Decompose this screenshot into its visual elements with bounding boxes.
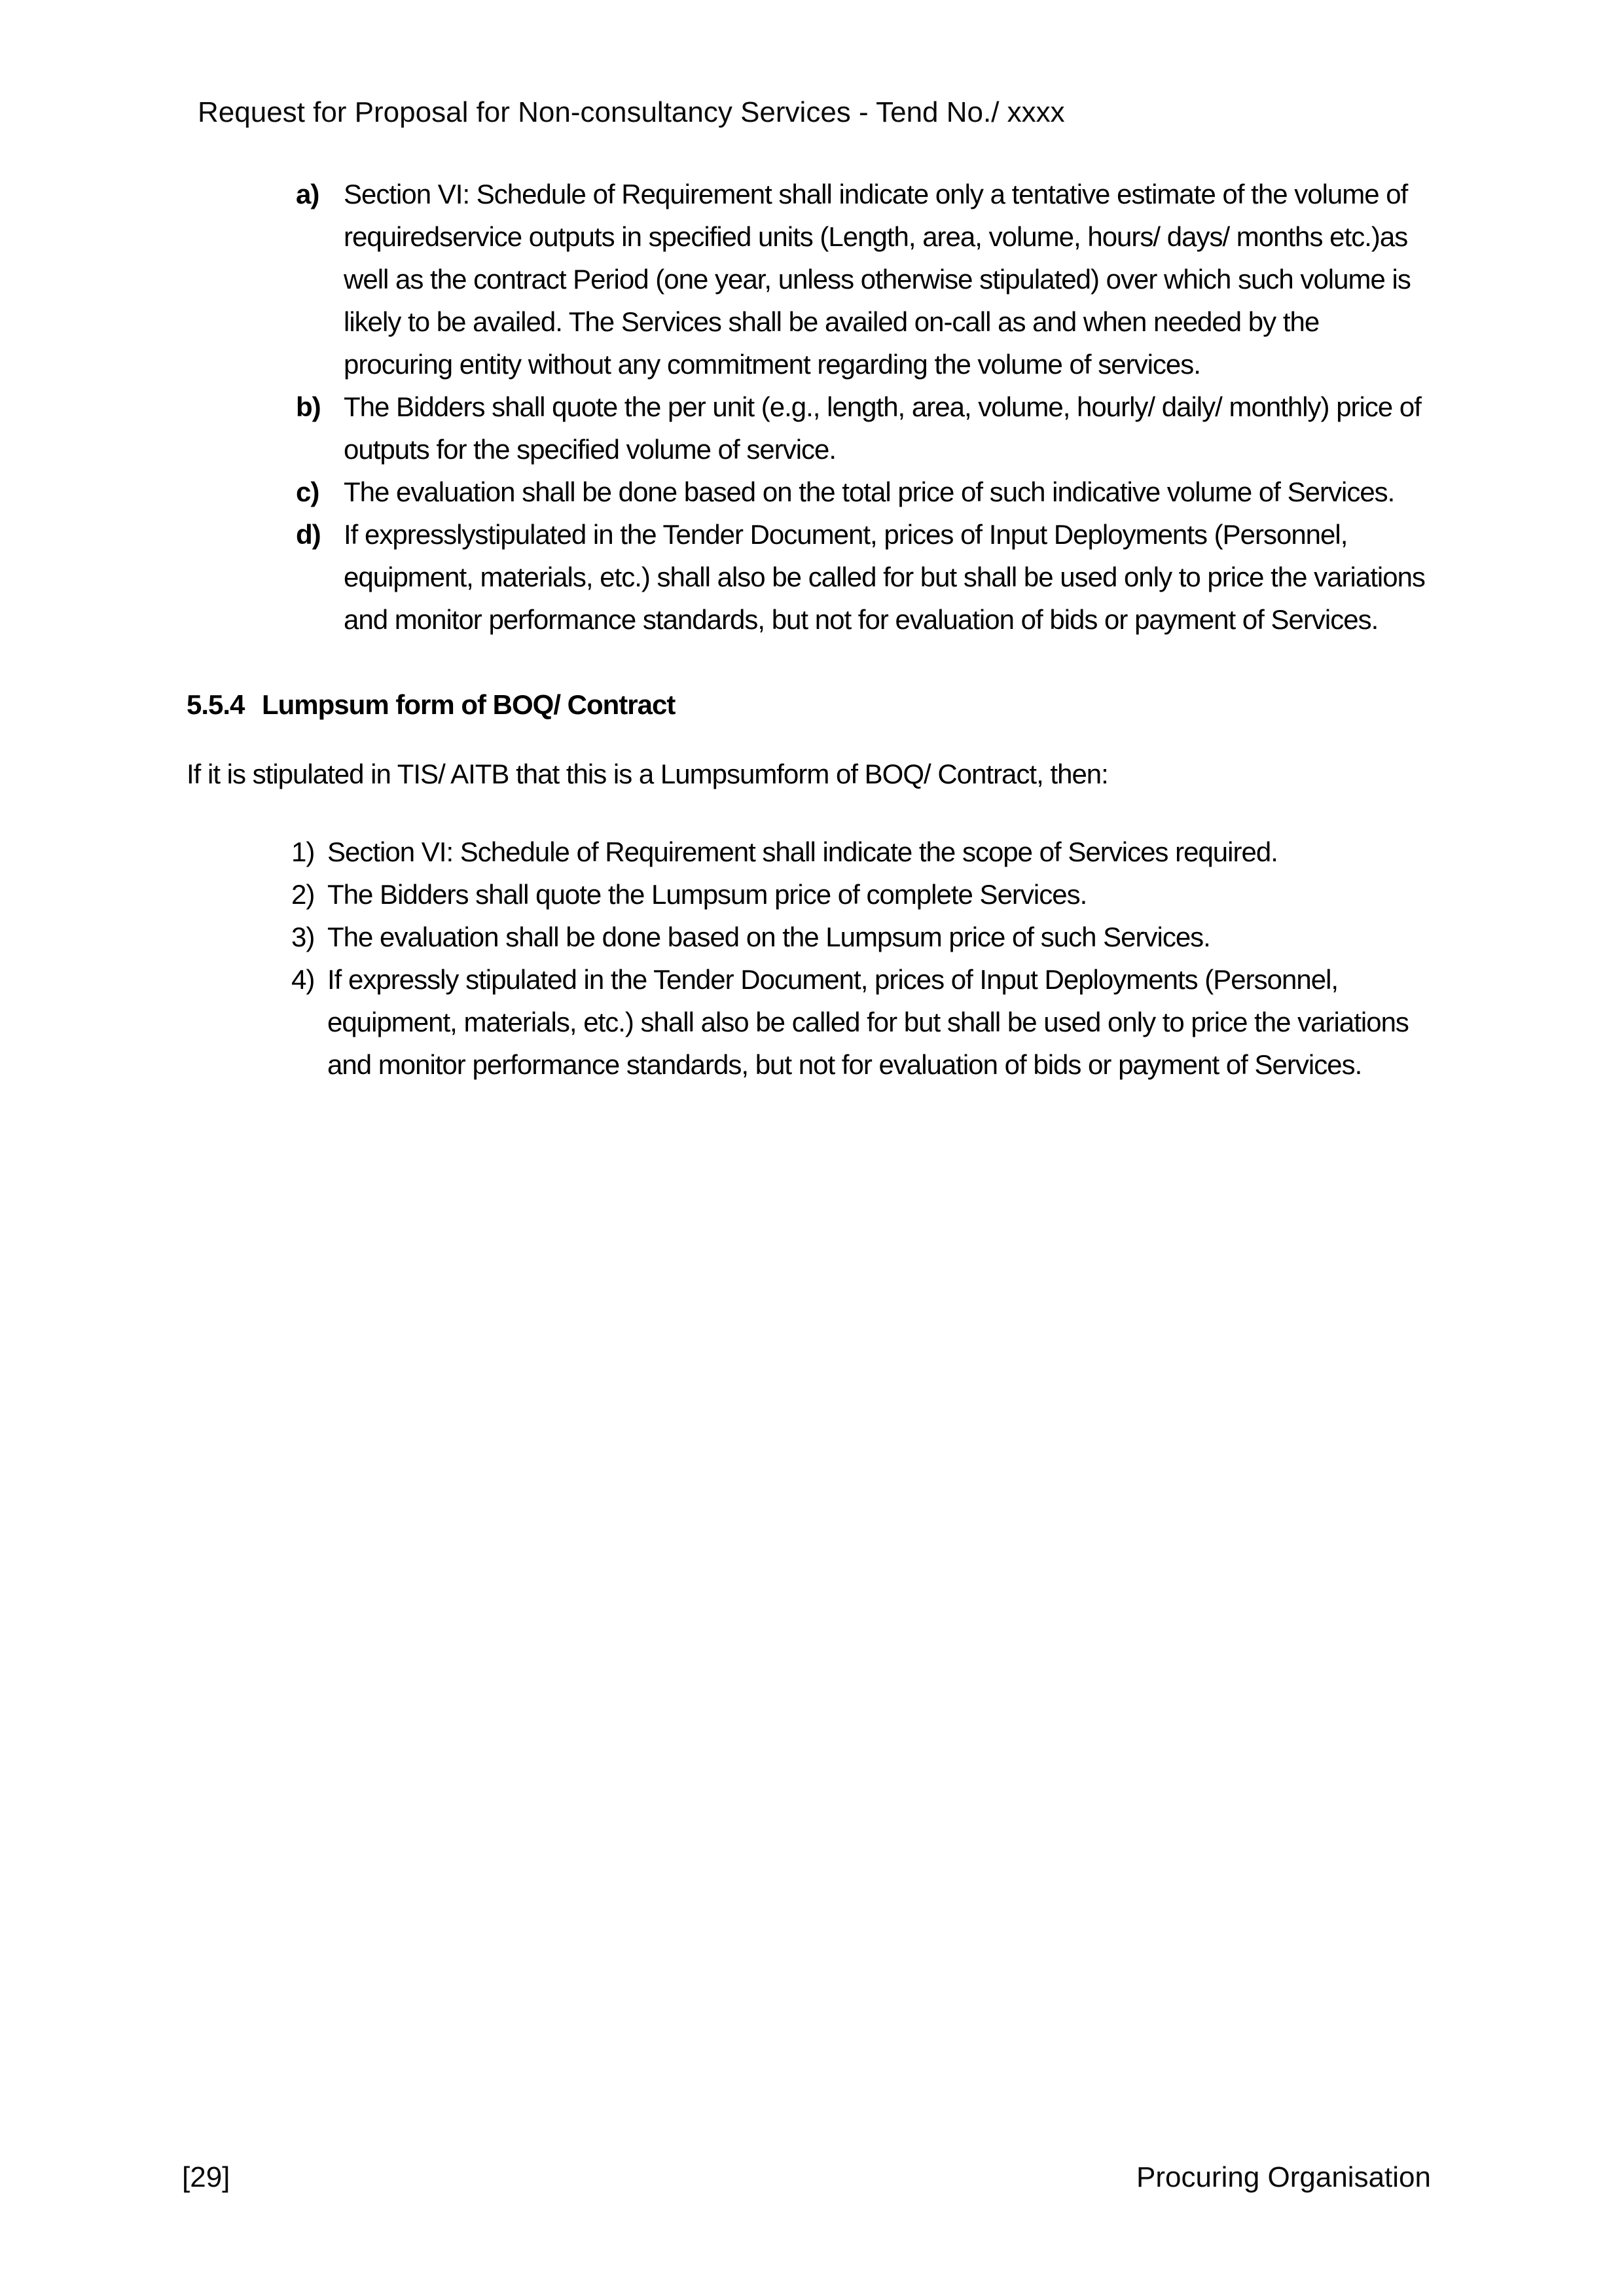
- list-item: [187, 873, 1434, 916]
- intro-paragraph: If it is stipulated in TIS/ AITB that this is a Lumpsumform of BOQ/ Contract, then:: [187, 759, 1108, 789]
- section-title: Lumpsum form of BOQ/ Contract: [262, 689, 676, 720]
- list-item: [187, 173, 1434, 386]
- list-item-text: If expressly stipulated in the Tender Document, prices of Input Deployments (Personnel, equipment, materials, etc.) shall also be called for but shall be used only to price the variations and monitor performance standards, but not for evaluation of bids or payment of Services.: [327, 964, 1409, 1080]
- list-item-label: 4): [291, 964, 315, 995]
- list-item-text: Section VI: Schedule of Requirement shall indicate only a tentative estimate of the volume of requiredservice outputs in specified units (Length, area, volume, hours/ days/ months etc.)as well as the contract Period (one year, unless otherwise stipulated) over which such volume is likely to be availed. The Services shall be availed on-call as and when needed by the procuring entity without any commitment regarding the volume of services.: [344, 179, 1411, 380]
- list-item: [187, 471, 1434, 513]
- list-item: [187, 386, 1434, 471]
- list-item-text: Section VI: Schedule of Requirement shall indicate the scope of Services required.: [327, 836, 1278, 867]
- list-item-label: 1): [291, 836, 315, 867]
- list-item: [187, 513, 1434, 641]
- list-item-label: 3): [291, 922, 315, 952]
- list-item-label: d): [296, 519, 321, 550]
- list-item: [187, 958, 1434, 1086]
- numbered-list: [187, 831, 1434, 1086]
- list-item-text: The evaluation shall be done based on the total price of such indicative volume of Services.: [344, 476, 1395, 507]
- list-item: [187, 916, 1434, 958]
- list-item-text: The evaluation shall be done based on the Lumpsum price of such Services.: [327, 922, 1210, 952]
- footer-organisation: Procuring Organisation: [1136, 2161, 1431, 2193]
- page-content: [187, 173, 1434, 1086]
- list-item-label: b): [296, 391, 321, 422]
- section-number: 5.5.4: [187, 689, 245, 720]
- list-item-label: 2): [291, 879, 315, 910]
- list-item-label: a): [296, 179, 319, 209]
- list-item-label: c): [296, 476, 319, 507]
- list-item-text: The Bidders shall quote the Lumpsum price of complete Services.: [327, 879, 1087, 910]
- footer-page-number: [29]: [182, 2161, 230, 2193]
- section-heading: [187, 683, 1434, 726]
- page-header-title: Request for Proposal for Non-consultancy Services - Tend No./ xxxx: [198, 96, 1065, 128]
- list-item-text: If expresslystipulated in the Tender Document, prices of Input Deployments (Personnel, equipment, materials, etc.) shall also be called for but shall be used only to price the variations and monitor performance standards, but not for evaluation of bids or payment of Services.: [344, 519, 1425, 635]
- lettered-list: [187, 173, 1434, 641]
- list-item-text: The Bidders shall quote the per unit (e.g., length, area, volume, hourly/ daily/ monthly) price of outputs for the specified volume of service.: [344, 391, 1421, 465]
- list-item: [187, 831, 1434, 873]
